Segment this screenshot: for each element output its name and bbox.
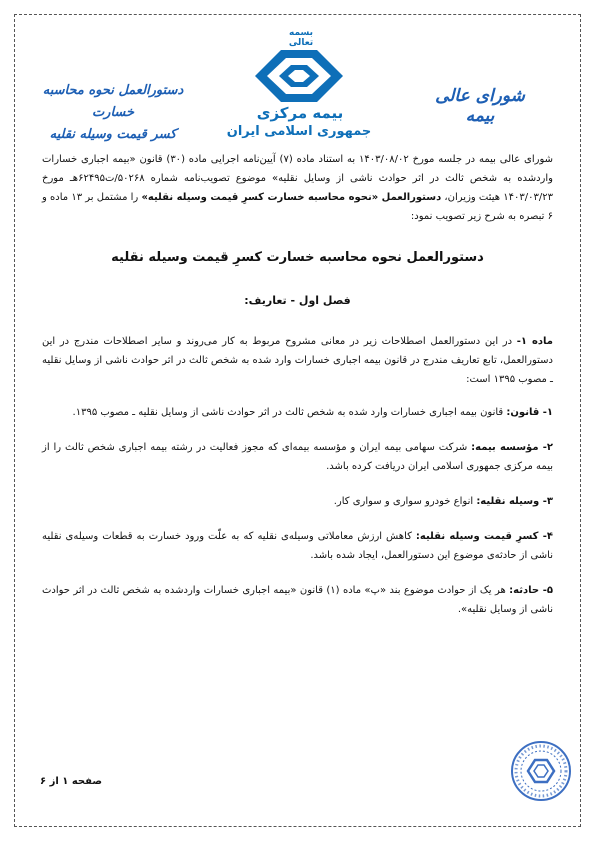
definition-label: ۵- حادثه: [509,585,554,596]
handwritten-document-title [38,80,188,146]
central-insurance-logo-icon [253,48,345,104]
document-body [42,150,553,619]
page-number: صفحه ۱ از ۶ [40,776,102,787]
definition-label: ۱- قانون: [506,407,553,418]
definition-item [42,581,553,619]
definition-text: شرکت سهامی بیمه ایران و مؤسسه بیمه‌ای که مجوز فعالیت در رشته بیمه اجباری شخص ثالث را از بیمه مرکزی جمهوری اسلامی ایران دریافت کرده باشد. [42,442,553,472]
article-1 [42,332,553,389]
motto: بسمه تعالی [288,28,314,48]
definition-label: ۴- کسرِ قیمت وسیله نقلیه: [415,531,554,542]
letterhead [0,22,595,142]
definition-text: کاهش ارزش معاملاتی وسیله‌ی نقلیه که به علّت ورود خسارت به قطعات وسیله‌ی نقلیه ناشی از حادثه‌ی موضوع این دستورالعمل، ایجاد شده باشد. [42,531,553,561]
org-name-line2: جمهوری اسلامی ایران [226,124,372,139]
intro-text: شورای عالی بیمه در جلسه مورخ ۱۴۰۳/۰۸/۰۲ به استناد ماده (۷) آیین‌نامه اجرایی ماده (۳۰) قانون «بیمه اجباری خسارات واردشده به شخص ثالث در اثر حوادث ناشی از وسایل نقلیه» موضوع تصویب‌نامه شماره ۵۰۲۶۸/ت۶۲۴۹۵هـ مورخ ۱۴۰۳/۰۳/۲۳ هیئت وزیران، [42,154,553,203]
handwritten-council-title: شورای عالی بیمه [435,86,525,126]
definition-item [42,438,553,476]
article-text: در این دستورالعمل اصطلاحات زیر در معانی مشروح مربوط به کار می‌روند و سایر اصطلاحات مندرج در این دستورالعمل، تابع تعاریف مندرج در قانون بیمه اجباری خسارات وارد شده به شخص ثالث در اثر حوادث ناشی از وسایل نقلیه ـ مصوب ۱۳۹۵ است: [42,336,553,385]
intro-bold-title: دستورالعمل «نحوه محاسبه خسارت کسرِ قیمت وسیله نقلیه» [141,192,442,203]
document-title: دستورالعمل نحوه محاسبه خسارت کسرِ قیمت وسیله نقلیه [111,250,484,265]
definition-item [42,527,553,565]
definition-label: ۳- وسیله نقلیه: [476,496,553,507]
definition-text: قانون بیمه اجباری خسارات وارد شده به شخص ثالث در اثر حوادث ناشی از وسایل نقلیه ـ مصوب ۱۳۹۵. [72,407,507,418]
definition-text: انواع خودرو سواری و سواری کار. [333,496,477,507]
article-label: ماده ۱- [516,336,553,347]
intro-paragraph [42,150,553,226]
official-seal-icon [510,740,572,802]
definition-item [42,403,553,422]
definition-text: هر یک از حوادث موضوع بند «پ» ماده (۱) قانون «بیمه اجباری خسارات واردشده به شخص ثالث در اثر حوادث ناشی از وسایل نقلیه». [42,585,553,615]
definition-label: ۲- مؤسسه بیمه: [471,442,553,453]
chapter-heading: فصل اول - تعاریف: [244,294,351,307]
handwritten-title-line1: دستورالعمل نحوه محاسبه خسارت [42,83,184,120]
intro-tail: را مشتمل بر ۱۳ ماده و ۶ تبصره به شرح زیر تصویب نمود: [42,192,553,222]
handwritten-title-line2: کسر قیمت وسیله نقلیه [49,127,177,142]
org-name-line1: بیمه مرکزی [256,104,344,122]
definition-item [42,492,553,511]
